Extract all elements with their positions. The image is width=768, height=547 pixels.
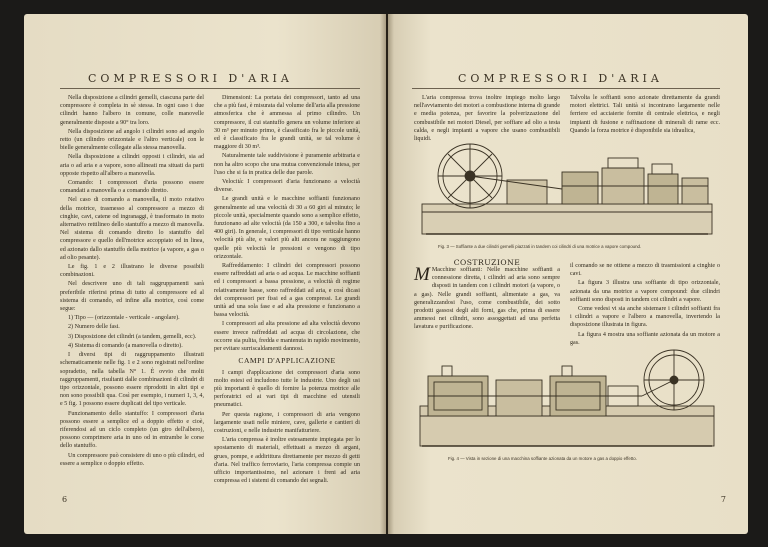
left-column-1 — [60, 94, 204, 469]
book-gutter — [380, 14, 394, 534]
paragraph: il comando se ne ottiene a mezzo di trasmissioni a cinghie o cavi. — [570, 263, 720, 278]
paragraph: 3) Disposizione dei cilindri (a tandem, gemelli, ecc). — [68, 333, 197, 340]
paragraph: I campi d'applicazione dei compressori d'aria sono molto estesi ed includono tutte le industrie. Uno degli usi più importanti è quello di fornire la potenza motrice alle perforatrici ed ai vari tipi di macchine ed utensili pneumatici. — [214, 369, 360, 409]
running-head-right: COMPRESSORI D'ARIA — [458, 72, 663, 85]
paragraph: Nella disposizione a cilindri opposti i cilindri, sia ad aria o ad aria e a vapore, sono allineati ma situati da parti opposte rispetto all'albero a manovella. — [60, 154, 204, 177]
paragraph: Nel caso di comando a manovella, il moto rotativo della motrice, trasmesso al compressore a mezzo di cinghie, cavi, catene od ingranaggi, è trasformato in moto alternativo rettilineo dello stantuffo a mezzo di manovella. Nel sistema di comando diretto lo stantuffo del compressore e quello dell'motrice accoppiato ed in linea, ed azionato dallo stantuffo della motrice (a vapore, a gas o ad olio pesante). — [60, 197, 204, 261]
paragraph: Nella disposizione a cilindri gemelli, ciascuna parte del compressore è completa in sè stessa. In ogni caso i due cilindri hanno l'albero in comune, colle manovelle generalmente disposte a 90° tra loro. — [60, 95, 204, 126]
header-rule-right — [412, 88, 720, 89]
paragraph: Dimensioni: La portata dei compressori, tanto ad una che a più fasi, è misurata dal volume dell'aria alla pressione atmosferica che è ammessa al primo cilindro. Un compressore, il cui stantuffo genera un volume inferiore ai 30 m³ per minuto primo, è classificato fra le piccole unità, ed è classificato fra le grandi unità, se tal volume è maggiore di 30 m³. — [214, 95, 360, 151]
right-mid-column-1 — [414, 266, 560, 333]
paragraph: La figura 4 mostra una soffiante azionata da un motore a gas. — [570, 331, 720, 346]
section-heading-campi: CAMPI D'APPLICAZIONE — [238, 356, 336, 366]
drop-cap: M — [414, 264, 430, 285]
paragraph: 1) Tipo — (orizzontale - verticale - angolare). — [68, 315, 180, 322]
paragraph: L'aria compressa è inoltre estesamente impiegata per lo spostamento di materiali, effettuati a mezzo di argani, grues, pompe, e addirittura direttamente per mezzo di getti d'aria. Nel traffico ferroviario, l'aria compressa compie un ufficio importantissimo, nel azionare i freni ad aria compressa ed i sistemi di comando dei segnali. — [214, 437, 360, 485]
paragraph: Come vedesi vi sia anche sistemare i cilindri soffianti fra i cilindri a vapore e l'albero a manovella, invertendo la disposizione illustrata in figura. — [570, 306, 720, 329]
paragraph: Comando: I compressori d'aria possono essere comandati a manovella o a comando diretto. — [60, 180, 204, 195]
paragraph: 2) Numero delle fasi. — [68, 324, 120, 331]
figure-3-caption: Fig. 3 — Soffiante a due cilindri gemelli piazzati in tandem coi cilindri di una motrice a vapore compound. — [438, 244, 642, 249]
paragraph: L'aria compressa trova inoltre impiego molto largo nell'avviamento dei motori a combustione interna di grande e media potenza, per favorire la polverizzazione del combustibile nei motori Diesel, per soffiare ad olio a testa calda, e negli impianti a vapore che usano combustibili liquidi. — [414, 95, 560, 143]
paragraph: Macchine soffianti: Nelle macchine soffianti a connessione diretta, i cilindri ad aria sono sempre disposti in tandem con i cilindri motori (a vapore, o a gas). Nelle grandi soffianti, alimentate a gas, va generalizzandosi l'uso, come combustibile, dei sotto prodotti gassosi degli alti forni, gas che, prima di essere ammessi nei cilindri, sono assoggettati ad una perfetta lavatura e purificazione. — [414, 267, 560, 331]
page-number-left: 6 — [62, 495, 68, 504]
figure-3-blowing-engine — [412, 134, 722, 244]
right-mid-column-2 — [570, 262, 720, 348]
figure-4-gas-engine-blower — [412, 346, 722, 456]
paragraph: Funzionamento dello stantuffo: I compressori d'aria possono essere a semplice ed a doppio effetto e cioè, riferendosi ad un ciclo completo (un giro dell'albero), possono comprimere aria in uno od in entrambe le corse dello stantuffo. — [60, 410, 204, 450]
page-number-right: 7 — [720, 495, 726, 504]
paragraph: Velocità: I compressori d'aria funzionano a velocità diverse. — [214, 179, 360, 194]
left-column-2 — [214, 94, 360, 486]
paragraph: Naturalmente tale suddivisione è puramente arbitraria e non ha altro scopo che una mutua convenzionale intesa, per l'uso che si fa in pratica delle due parole. — [214, 153, 360, 176]
right-top-column-2 — [570, 94, 720, 136]
paragraph: Le grandi unità e le macchine soffianti funzionano generalmente ad una velocità di 30 a 60 giri al minuto; le piccole unità, specialmente quando sono a semplice effetto, funzionano ad alte velocità (da 150 a 300, e talvolta fino a 400 giri). In generale, i compressori di tipo verticale hanno velocità più alte, e valori più alti ancora ne raggiungono quelle più velocità le pressioni e vengono di tipo orizzontale. — [214, 196, 360, 260]
header-rule-left — [60, 88, 360, 89]
paragraph: Nel descrivere uno di tali raggruppamenti sarà preferibile riferirsi prima di tutto al compressore ed al sistema di comando, ed infine alla motrice, così come segue: — [60, 281, 204, 313]
paragraph: 4) Sistema di comando (a manovella o diretto). — [68, 342, 183, 349]
book-spread — [24, 14, 748, 534]
left-page — [24, 14, 386, 534]
paragraph: Talvolta le soffianti sono azionate direttamente da grandi motori elettrici. Tali unità si incontrano largamente nelle ferriere ed acciaierie fornite di centrale elettrica, e negli impianti di fusione e raffinazione di minerali di rame ecc. Quando la forza motrice è disponibile sia idraulica, — [570, 95, 720, 134]
paragraph: I compressori ad alta pressione ad alta velocità devono essere invece raffreddati ad acqua di circolazione, che occorre sia pulita, fredda e mantenuta in rapido movimento, per evitare surriscaldamenti dannosi. — [214, 321, 360, 353]
paragraph: La figura 3 illustra una soffiante di tipo orizzontale, azionata da una motrice a vapore compound: due cilindri soffianti sono disposti in tandem coi cilindri a vapore. — [570, 280, 720, 303]
figure-4-caption: Fig. 4 — Vista in sezione di una macchina soffiante azionata da un motore a gas a doppio effetto. — [448, 456, 637, 461]
section-heading-costruzione: COSTRUZIONE — [453, 258, 521, 267]
paragraph: I diversi tipi di raggruppamento illustrati schematicamente nelle fig. 1 e 2 sono registrati nell'ordine sopradetto, nella tabella N° 1. È ovvio che molti raggruppamenti, risultanti dalle combinazioni di cilindri di tipo orizzontale, possono essere riprodotti in altri tipi e non sono possibili qua. Così per esempio, i numeri 1, 3, 4, e 5 fig. 1 possono essere duplicati del tipo verticale. — [60, 352, 204, 408]
paragraph: Le fig. 1 e 2 illustrano le diverse possibili combinazioni. — [60, 264, 204, 279]
right-page — [388, 14, 748, 534]
paragraph: Un compressore può consistere di uno o più cilindri, ed essere a semplice o doppio effetto. — [60, 452, 204, 467]
paragraph: Nella disposizione ad angolo i cilindri sono ad angolo retto (un cilindro orizzontale e l'altro verticale) con le bielle generalmente collegate alla stessa manovella. — [60, 128, 204, 152]
paragraph: Per questa ragione, i compressori di aria vengono largamente usati nelle miniere, cave, gallerie e cantieri di costruzioni, e nelle industrie manifatturiere. — [214, 411, 360, 434]
running-head-left: COMPRESSORI D'ARIA — [88, 72, 293, 85]
paragraph: Raffreddamento: I cilindri dei compressori possono essere raffreddati ad aria o ad acqua. Le macchine soffianti ed i compressori a bassa pressione, a velocità di regime relativamente basse, sono raffreddati ad aria, e così dicasi dei compressori per fissi ed a gas compressi. Le grandi unità ad una sola fase e ad alta pressione e funzionano a bassa velocità. — [214, 263, 360, 319]
